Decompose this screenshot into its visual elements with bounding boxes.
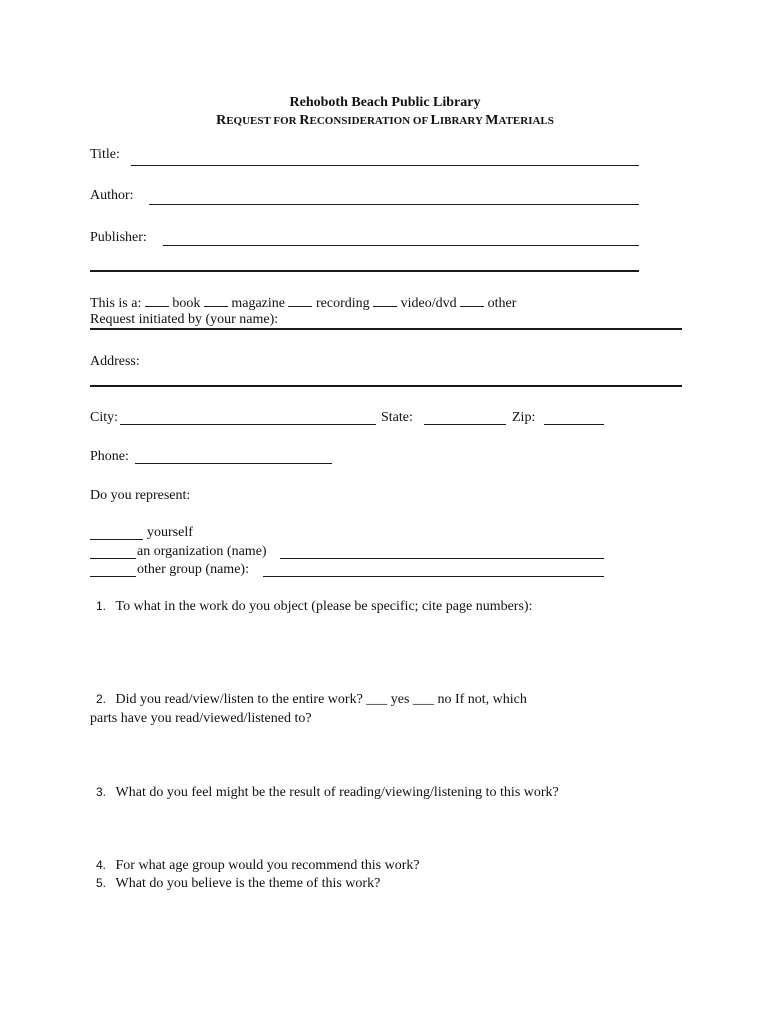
other-blank[interactable]: [460, 294, 484, 307]
material-type-prefix: This is a:: [90, 296, 142, 311]
phone-label: Phone:: [90, 449, 129, 464]
question-4: [96, 859, 420, 873]
material-type-line: [90, 294, 516, 311]
option-magazine: magazine: [231, 296, 285, 311]
option-book: book: [172, 296, 201, 311]
option-organization: an organization (name): [137, 544, 267, 559]
question-5: [96, 877, 380, 891]
extra-line-field[interactable]: [90, 270, 639, 272]
subtitle-part-4: ATERIALS: [498, 115, 554, 127]
magazine-blank[interactable]: [204, 294, 228, 307]
address-field[interactable]: [90, 385, 682, 387]
option-recording: recording: [315, 296, 370, 311]
option-yourself: yourself: [147, 525, 193, 540]
form-subtitle: [0, 114, 770, 128]
question-2-text: Did you read/view/listen to the entire work? ___ yes ___ no If not, which: [115, 692, 527, 707]
option-other: other: [487, 296, 517, 311]
question-4-text: For what age group would you recommend this work?: [115, 858, 420, 873]
zip-label: Zip:: [512, 410, 536, 425]
zip-field[interactable]: [544, 424, 604, 425]
requester-name-field[interactable]: [90, 328, 682, 330]
author-label: Author:: [90, 188, 134, 203]
subtitle-cap-2: R: [299, 113, 310, 128]
publisher-label: Publisher:: [90, 230, 147, 245]
question-4-number: 4.: [96, 858, 107, 872]
subtitle-cap-1: R: [216, 113, 227, 128]
subtitle-part-2: ECONSIDERATION OF: [309, 115, 431, 127]
title-field[interactable]: [131, 165, 639, 166]
state-field[interactable]: [424, 424, 506, 425]
question-2: [96, 693, 527, 707]
city-field[interactable]: [120, 424, 376, 425]
subtitle-cap-4: M: [485, 113, 499, 128]
question-3-text: What do you feel might be the result of reading/viewing/listening to this work?: [115, 785, 559, 800]
question-1-text: To what in the work do you object (please be specific; cite page numbers):: [115, 599, 533, 614]
question-3-number: 3.: [96, 785, 107, 799]
subtitle-part-3: IBRARY: [439, 115, 486, 127]
represent-question: Do you represent:: [90, 488, 191, 503]
option-other-group: other group (name):: [137, 562, 249, 577]
subtitle-part-1: EQUEST FOR: [226, 115, 300, 127]
other-group-name-field[interactable]: [263, 576, 604, 577]
state-label: State:: [381, 410, 413, 425]
organization-blank[interactable]: [90, 558, 136, 559]
question-1-number: 1.: [96, 599, 107, 613]
option-video-dvd: video/dvd: [400, 296, 457, 311]
question-3: [96, 786, 559, 800]
subtitle-cap-3: L: [430, 113, 440, 128]
phone-field[interactable]: [135, 463, 332, 464]
library-name: Rehoboth Beach Public Library: [289, 95, 481, 110]
city-label: City:: [90, 410, 119, 425]
book-blank[interactable]: [145, 294, 169, 307]
question-1: [96, 600, 532, 614]
question-5-number: 5.: [96, 876, 107, 890]
recording-blank[interactable]: [288, 294, 312, 307]
other-group-blank[interactable]: [90, 576, 136, 577]
title-label: Title:: [90, 147, 120, 162]
publisher-field[interactable]: [163, 245, 639, 246]
author-field[interactable]: [149, 204, 639, 205]
question-5-text: What do you believe is the theme of this work?: [115, 876, 381, 891]
organization-name-field[interactable]: [280, 558, 604, 559]
question-2-continuation: parts have you read/viewed/listened to?: [90, 711, 312, 726]
address-label: Address:: [90, 354, 140, 369]
yourself-blank[interactable]: [90, 539, 143, 540]
request-initiated-label: Request initiated by (your name):: [90, 312, 279, 327]
video-blank[interactable]: [373, 294, 397, 307]
question-2-number: 2.: [96, 692, 107, 706]
